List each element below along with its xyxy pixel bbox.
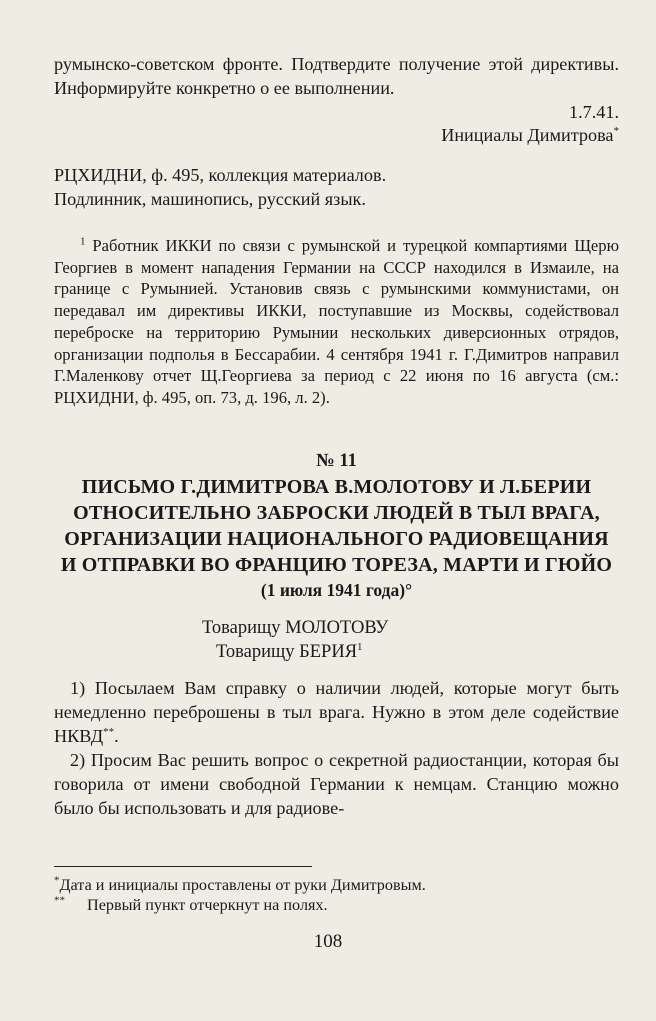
- paragraph-1-text: 1) Посылаем Вам справку о наличии людей, которые могут быть немедленно переброшены в тыл врага. Нужно в этом деле содействие НКВД: [54, 677, 619, 746]
- top-date: 1.7.41.: [568, 102, 619, 122]
- paragraph-2: 2) Просим Вас решить вопрос о секретной радиостанции, которая бы говорила от имени свободной Германии к немцам. Станцию можно было бы использовать и для радиове-: [54, 749, 619, 818]
- page-number: 108: [313, 931, 343, 952]
- document-number: № 11: [316, 450, 357, 471]
- document-date: (1 июля 1941 года)°: [260, 579, 413, 600]
- signature-text: Инициалы Димитрова: [441, 125, 614, 145]
- signature-mark: *: [613, 124, 619, 137]
- page-content: [54, 52, 619, 915]
- continued-text-body: румынско-советском фронте. Подтвердите получение этой директивы. Информируйте конкретно о ее выполнении.: [54, 54, 619, 98]
- addressee-beria-text: Товарищу БЕРИЯ: [216, 641, 358, 662]
- footnote-1-mark: *: [54, 874, 60, 887]
- footnote-divider: [54, 866, 312, 867]
- paragraph-1: [54, 676, 619, 748]
- footnote-1: [54, 875, 619, 895]
- editor-note-marker: 1: [80, 235, 86, 248]
- paragraph-1-mark: **: [103, 725, 115, 738]
- addressee-beria: [54, 640, 619, 664]
- addressee-molotov: Товарищу МОЛОТОВУ: [202, 617, 389, 638]
- footnote-2-mark: **: [54, 894, 65, 907]
- footnote-1-text: Дата и инициалы проставлены от руки Димитровым.: [59, 875, 426, 894]
- source-reference: РЦХИДНИ, ф. 495, коллекция материалов.: [54, 165, 387, 185]
- continued-text: [54, 52, 619, 100]
- footnote-2-text: Первый пункт отчеркнут на полях.: [87, 895, 328, 914]
- footnote-2: [54, 895, 619, 915]
- editor-note-text: Работник ИККИ по связи с румынской и турецкой компартиями Щерю Георгиев в момент нападения Германии на СССР находился в Измаиле, на границе с Румынией. Установив связь с румынскими коммунистами, он передавал им директивы ИККИ, поступавшие из Москвы, содействовал переброске на территорию Румынии нескольких диверсионных отрядов, организации подполья в Бессарабии. 4 сентября 1941 г. Г.Димитров направил Г.Маленкову отчет Щ.Георгиева за период с 22 июня по 16 августа (см.: РЦХИДНИ, ф. 495, оп. 73, д. 196, л. 2).: [54, 236, 619, 407]
- signature-line: [54, 123, 619, 147]
- document-title: ПИСЬМО Г.ДИМИТРОВА В.МОЛОТОВУ И Л.БЕРИИ ОТНОСИТЕЛЬНО ЗАБРОСКИ ЛЮДЕЙ В ТЫЛ ВРАГА, ОРГАНИЗАЦИИ НАЦИОНАЛЬНОГО РАДИОВЕЩАНИЯ И ОТПРАВКИ ВО ФРАНЦИЮ ТОРЕЗА, МАРТИ И ГЮЙО: [60, 475, 613, 576]
- editor-note: [54, 235, 619, 409]
- addressee-beria-mark: 1: [357, 640, 363, 653]
- paragraph-1-end: .: [114, 725, 119, 746]
- source-original: Подлинник, машинопись, русский язык.: [54, 189, 366, 209]
